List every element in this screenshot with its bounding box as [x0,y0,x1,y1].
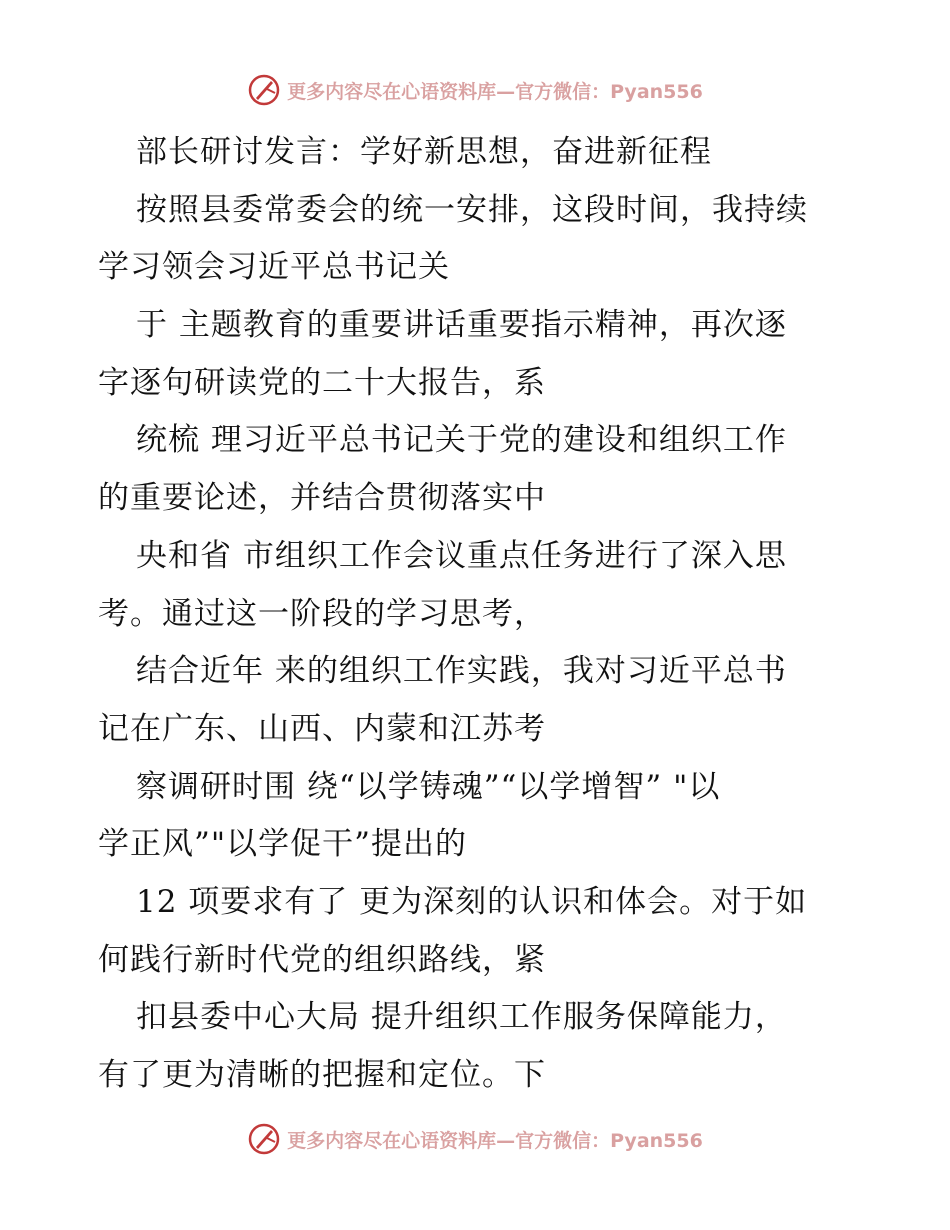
text-line: 学习领会习近平总书记关 [98,249,450,286]
text-line: 统梳 理习近平总书记关于党的建设和组织工作 [136,422,787,459]
quill-logo-icon [247,1122,281,1156]
text-line: 结合近年 来的组织工作实践，我对习近平总书 [136,653,787,690]
text-line: 字逐句研读党的二十大报告，系 [98,364,546,401]
text-line: 按照县委常委会的统一安排，这段时间，我持续 [136,191,808,228]
text-line: 扣县委中心大局 提升组织工作服务保障能力， [136,999,787,1036]
header-watermark-banner [0,73,950,107]
text-line: 于 主题教育的重要讲话重要指示精神，再次逐 [136,307,787,344]
text-line: 央和省 市组织工作会议重点任务进行了深入思 [136,537,787,574]
text-line: 何践行新时代党的组织路线，紧 [98,941,546,978]
text-line: 12 项要求有了 更为深刻的认识和体会。对于如 [136,883,808,920]
quill-logo-icon [247,73,281,107]
text-line: 的重要论述，并结合贯彻落实中 [98,480,546,517]
footer-watermark-banner [0,1122,950,1156]
document-title: 部长研讨发言：学好新思想，奋进新征程 [136,134,712,170]
text-line: 察调研时围 绕“以学铸魂”“以学增智” "以 [136,768,721,805]
document-body [98,124,868,1105]
footer-watermark-text: 更多内容尽在心语资料库—官方微信：Pyan556 [287,1129,703,1152]
text-line: 记在广东、山西、内蒙和江苏考 [98,710,546,747]
text-line: 考。通过这一阶段的学习思考， [98,595,546,632]
header-watermark-text: 更多内容尽在心语资料库—官方微信：Pyan556 [287,80,703,103]
text-line: 有了更为清晰的把握和定位。下 [98,1057,546,1093]
text-line: 学正风”"以学促干”提出的 [98,826,467,863]
